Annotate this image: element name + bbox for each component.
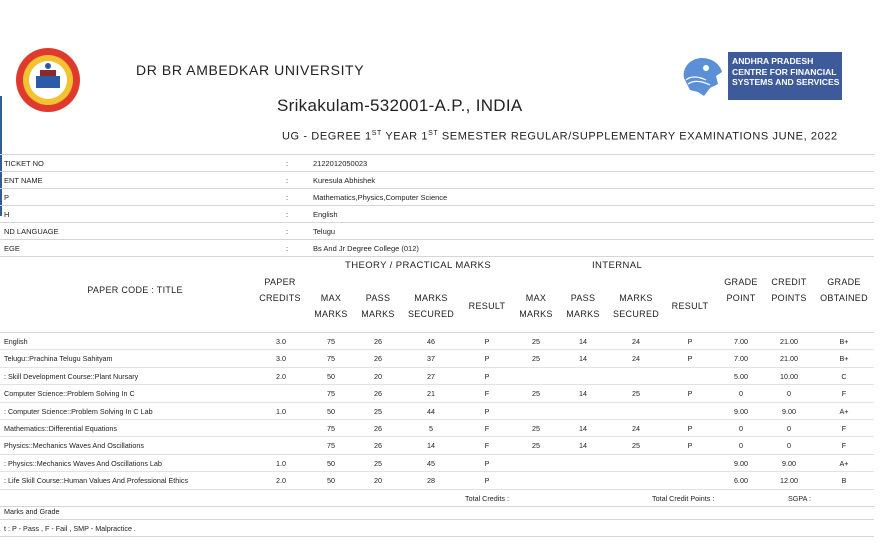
theory-pass-marks-header: PASS MARKS xyxy=(361,293,395,319)
marks-and-grade-label: Marks and Grade xyxy=(4,507,60,516)
grade-obtained-header: GRADE OBTAINED xyxy=(820,277,868,303)
theory-result-cell: F xyxy=(484,389,490,399)
footer-divider xyxy=(0,519,874,520)
grade-obtained-cell: B+ xyxy=(839,354,849,364)
credit-points-cell: 0 xyxy=(787,441,791,451)
theory-result-cell: P xyxy=(484,337,490,346)
theory-pass-cell: 25 xyxy=(374,458,382,468)
grade-point-cell: 7.00 xyxy=(734,354,748,364)
theory-pass-cell: 26 xyxy=(374,337,382,346)
paper-credits-cell: 3.0 xyxy=(276,337,286,346)
theory-pass-cell: 25 xyxy=(374,406,382,416)
internal-result-cell: P xyxy=(687,354,693,364)
internal-max-cell: 25 xyxy=(532,423,540,433)
info-label: ND LANGUAGE xyxy=(4,227,59,236)
theory-pass-cell: 26 xyxy=(374,389,382,399)
internal-secured-cell: 25 xyxy=(632,389,640,399)
internal-pass-cell: 14 xyxy=(579,354,587,364)
internal-result-cell: P xyxy=(687,441,693,451)
info-row xyxy=(0,155,874,172)
info-row xyxy=(0,240,874,257)
internal-pass-cell: 14 xyxy=(579,441,587,451)
theory-result-cell: P xyxy=(484,354,490,364)
table-row xyxy=(0,368,874,385)
internal-marks-secured-header: MARKS SECURED xyxy=(612,293,660,319)
theory-result-header: RESULT xyxy=(468,301,506,311)
theory-pass-cell: 26 xyxy=(374,354,382,364)
credit-points-header: CREDIT POINTS xyxy=(771,277,807,303)
paper-title-cell: : Physics::Mechanics Waves And Oscillations Lab xyxy=(4,458,162,468)
theory-max-cell: 50 xyxy=(327,406,335,416)
theory-pass-cell: 26 xyxy=(374,441,382,451)
totals-row xyxy=(0,490,874,507)
table-row xyxy=(0,385,874,402)
internal-secured-cell: 25 xyxy=(632,441,640,451)
table-row xyxy=(0,437,874,454)
internal-secured-cell: 24 xyxy=(632,423,640,433)
paper-title-cell: : Skill Development Course::Plant Nursary xyxy=(4,371,139,381)
table-row xyxy=(0,420,874,437)
info-colon: : xyxy=(286,210,289,219)
university-seal-logo xyxy=(14,46,82,114)
grade-obtained-cell: B+ xyxy=(839,337,849,346)
internal-result-header: RESULT xyxy=(671,301,709,311)
theory-max-cell: 50 xyxy=(327,458,335,468)
internal-result-cell: P xyxy=(687,423,693,433)
theory-secured-cell: 14 xyxy=(427,441,435,451)
info-value: Telugu xyxy=(313,227,336,236)
grade-point-cell: 6.00 xyxy=(734,476,748,486)
internal-max-cell: 25 xyxy=(532,389,540,399)
info-row xyxy=(0,172,874,189)
grade-obtained-cell: B xyxy=(841,476,847,486)
theory-secured-cell: 27 xyxy=(427,371,435,381)
sgpa-label: SGPA : xyxy=(788,493,812,503)
credit-points-cell: 9.00 xyxy=(782,458,796,468)
table-row xyxy=(0,472,874,489)
university-name: DR BR AMBEDKAR UNIVERSITY xyxy=(136,62,365,78)
footer-divider xyxy=(0,536,874,537)
table-row xyxy=(0,350,874,367)
info-label: EGE xyxy=(4,244,20,253)
theory-secured-cell: 37 xyxy=(427,354,435,364)
grade-point-cell: 7.00 xyxy=(734,337,748,346)
info-row xyxy=(0,223,874,240)
theory-max-cell: 75 xyxy=(327,354,335,364)
theory-max-cell: 75 xyxy=(327,423,335,433)
theory-pass-cell: 26 xyxy=(374,423,382,433)
theory-result-cell: F xyxy=(484,441,490,451)
grade-obtained-cell: C xyxy=(841,371,847,381)
table-row xyxy=(0,403,874,420)
paper-title-cell: Mathematics::Differential Equations xyxy=(4,423,117,433)
grade-point-cell: 5.00 xyxy=(734,371,748,381)
info-colon: : xyxy=(286,227,289,236)
theory-pass-cell: 20 xyxy=(374,371,382,381)
internal-secured-cell: 24 xyxy=(632,337,640,346)
theory-result-cell: P xyxy=(484,371,490,381)
theory-max-cell: 75 xyxy=(327,337,335,346)
paper-code-title-header: PAPER CODE : TITLE xyxy=(87,285,183,295)
internal-pass-cell: 14 xyxy=(579,337,587,346)
paper-credits-cell: 1.0 xyxy=(276,458,286,468)
theory-max-marks-header: MAX MARKS xyxy=(314,293,348,319)
info-value: 2122012050023 xyxy=(313,159,368,168)
theory-max-cell: 50 xyxy=(327,476,335,486)
table-row xyxy=(0,455,874,472)
credit-points-cell: 0 xyxy=(787,389,791,399)
partner-line: CENTRE FOR FINANCIAL xyxy=(732,66,837,77)
info-row xyxy=(0,189,874,206)
grade-point-cell: 0 xyxy=(739,423,743,433)
apcfss-map-logo xyxy=(676,50,726,102)
credit-points-cell: 12.00 xyxy=(780,476,798,486)
info-label: H xyxy=(4,210,10,219)
info-value: Mathematics,Physics,Computer Science xyxy=(313,193,448,202)
marks-table-body xyxy=(0,333,874,507)
paper-title-cell: : Life Skill Course::Human Values And Professional Ethics xyxy=(4,476,189,486)
theory-result-cell: P xyxy=(484,458,490,468)
paper-title-cell: : Computer Science::Problem Solving In C Lab xyxy=(4,406,153,416)
partner-line: ANDHRA PRADESH xyxy=(732,56,814,66)
internal-max-marks-header: MAX MARKS xyxy=(519,293,553,319)
university-address: Srikakulam-532001-A.P., INDIA xyxy=(277,96,523,115)
partner-line: SYSTEMS AND SERVICES xyxy=(732,77,840,87)
internal-group-header: INTERNAL xyxy=(592,260,643,271)
internal-max-cell: 25 xyxy=(532,354,540,364)
theory-secured-cell: 5 xyxy=(429,423,433,433)
paper-credits-cell: 2.0 xyxy=(276,371,286,381)
theory-result-cell: P xyxy=(484,406,490,416)
grade-point-cell: 9.00 xyxy=(734,406,748,416)
info-value: Kuresula Abhishek xyxy=(313,176,376,185)
result-legend: t : P - Pass , F - Fail , SMP - Malpractice . xyxy=(4,524,136,533)
grade-obtained-cell: A+ xyxy=(839,406,849,416)
info-row xyxy=(0,206,874,223)
info-colon: : xyxy=(286,176,289,185)
grade-obtained-cell: A+ xyxy=(839,458,849,468)
table-row xyxy=(0,333,874,350)
credit-points-cell: 21.00 xyxy=(780,354,798,364)
info-label: ENT NAME xyxy=(4,176,43,185)
paper-credits-cell: 1.0 xyxy=(276,406,286,416)
grade-point-header: GRADE POINT xyxy=(724,277,758,303)
paper-credits-cell: 3.0 xyxy=(276,354,286,364)
exam-title: UG - DEGREE 1ST YEAR 1ST SEMESTER REGULAR/SUPPLEMENTARY EXAMINATIONS JUNE, 2022 xyxy=(282,130,838,143)
theory-result-cell: P xyxy=(484,476,490,486)
theory-secured-cell: 45 xyxy=(427,458,435,468)
paper-title-cell: Computer Science::Problem Solving In C xyxy=(4,389,135,399)
grade-point-cell: 0 xyxy=(739,441,743,451)
internal-result-cell: P xyxy=(687,337,693,346)
total-credit-points-label: Total Credit Points : xyxy=(652,493,715,503)
grade-obtained-cell: F xyxy=(841,441,847,451)
theory-secured-cell: 44 xyxy=(427,406,435,416)
info-colon: : xyxy=(286,244,289,253)
paper-credits-cell: 2.0 xyxy=(276,476,286,486)
grade-point-cell: 9.00 xyxy=(734,458,748,468)
paper-title-cell: English xyxy=(4,337,28,346)
internal-pass-cell: 14 xyxy=(579,389,587,399)
theory-result-cell: F xyxy=(484,423,490,433)
grade-point-cell: 0 xyxy=(739,389,743,399)
info-label: P xyxy=(4,193,10,202)
internal-secured-cell: 24 xyxy=(632,354,640,364)
info-value: English xyxy=(313,210,338,219)
apcfss-brand-box xyxy=(728,52,842,100)
grade-obtained-cell: F xyxy=(841,389,847,399)
theory-max-cell: 75 xyxy=(327,441,335,451)
theory-group-header: THEORY / PRACTICAL MARKS xyxy=(345,260,492,271)
theory-secured-cell: 46 xyxy=(427,337,435,346)
info-colon: : xyxy=(286,193,289,202)
theory-max-cell: 75 xyxy=(327,389,335,399)
grade-obtained-cell: F xyxy=(841,423,847,433)
theory-pass-cell: 20 xyxy=(374,476,382,486)
credit-points-cell: 21.00 xyxy=(780,337,798,346)
credit-points-cell: 10.00 xyxy=(780,371,798,381)
total-credits-label: Total Credits : xyxy=(465,493,509,503)
internal-max-cell: 25 xyxy=(532,337,540,346)
theory-secured-cell: 28 xyxy=(427,476,435,486)
internal-result-cell: P xyxy=(687,389,693,399)
paper-title-cell: Physics::Mechanics Waves And Oscillations xyxy=(4,441,144,451)
student-info-table xyxy=(0,154,874,257)
internal-pass-cell: 14 xyxy=(579,423,587,433)
credit-points-cell: 0 xyxy=(787,423,791,433)
paper-title-cell: Telugu::Prachina Telugu Sahityam xyxy=(4,354,113,364)
info-label: TICKET NO xyxy=(4,159,44,168)
theory-secured-cell: 21 xyxy=(427,389,435,399)
credit-points-cell: 9.00 xyxy=(782,406,796,416)
paper-credits-header: PAPER CREDITS xyxy=(259,277,301,303)
theory-marks-secured-header: MARKS SECURED xyxy=(407,293,455,319)
theory-max-cell: 50 xyxy=(327,371,335,381)
info-colon: : xyxy=(286,159,289,168)
info-value: Bs And Jr Degree College (012) xyxy=(313,244,419,253)
internal-pass-marks-header: PASS MARKS xyxy=(566,293,600,319)
internal-max-cell: 25 xyxy=(532,441,540,451)
